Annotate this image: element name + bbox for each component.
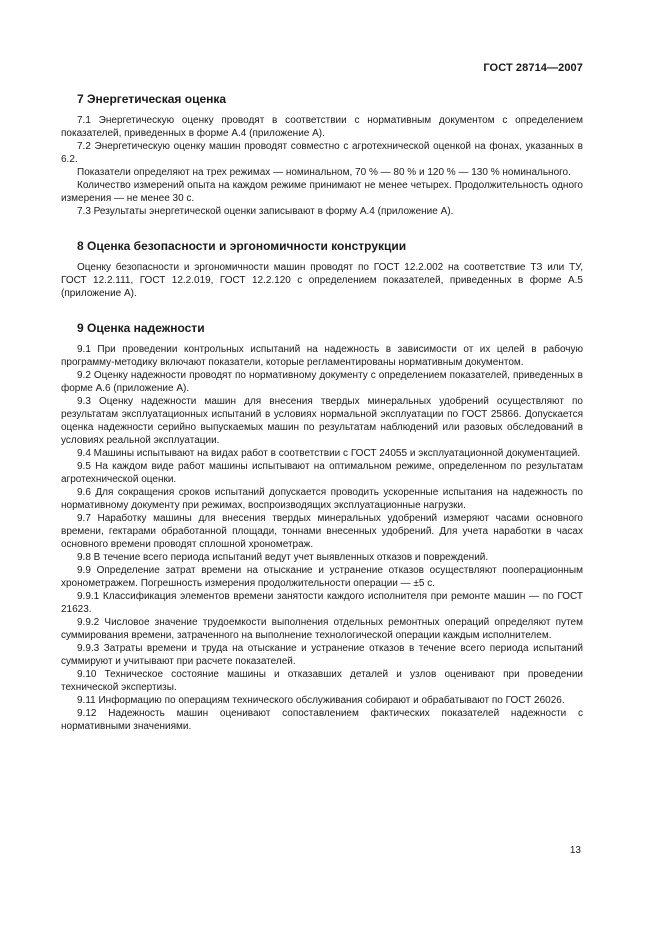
paragraph: Количество измерений опыта на каждом режиме принимают не менее четырех. Продолжительность одного измерения — не менее 30 с. — [61, 180, 583, 204]
paragraph: 9.4 Машины испытывают на видах работ в соответствии с ГОСТ 24055 и эксплуатационной документацией. — [77, 448, 581, 459]
section-9-title: 9 Оценка надежности — [77, 321, 205, 335]
paragraph: 9.12 Надежность машин оценивают сопоставлением фактических показателей надежности с нормативными значениями. — [61, 708, 583, 732]
paragraph: 9.8 В течение всего периода испытаний ведут учет выявленных отказов и повреждений. — [77, 552, 489, 563]
paragraph: 9.7 Наработку машины для внесения твердых минеральных удобрений измеряют часами основного времени, гектарами обработанной площади, тоннами внесенных удобрений. Для учета наработки в часах основного времени проводят сплошной хронометраж. — [61, 513, 583, 550]
section-7-title: 7 Энергетическая оценка — [77, 92, 227, 106]
paragraph: 7.1 Энергетическую оценку проводят в соответствии с нормативным документом с определением показателей, приведенных в форме А.4 (приложение А). — [61, 115, 583, 139]
page-number: 13 — [569, 845, 581, 856]
page-content — [61, 91, 583, 733]
section-9-body — [61, 343, 583, 733]
paragraph: Оценку безопасности и эргономичности машин проводят по ГОСТ 12.2.002 на соответствие ТЗ или ТУ, ГОСТ 12.2.111, ГОСТ 12.2.019, ГОСТ 12.2.120 с определением показателей, приведенных в форме А.5 (приложение А). — [61, 262, 583, 299]
section-8-title: 8 Оценка безопасности и эргономичности конструкции — [77, 239, 407, 253]
paragraph: 9.9 Определение затрат времени на отыскание и устранение отказов осуществляют пооперационным хронометражем. Погрешность измерения продолжительности операции — ±5 с. — [61, 565, 583, 589]
paragraph: 9.9.2 Числовое значение трудоемкости выполнения отдельных ремонтных операций определяют путем суммирования времени, затраченного на выполнение технологической операции каждым исполнителем. — [61, 617, 583, 641]
paragraph: 7.3 Результаты энергетической оценки записывают в форму А.4 (приложение А). — [77, 206, 454, 217]
section-8-body — [61, 261, 583, 300]
section-7-body — [61, 114, 583, 218]
paragraph: 9.9.1 Классификация элементов времени занятости каждого исполнителя при ремонте машин — по ГОСТ 21623. — [61, 591, 583, 615]
paragraph: 9.2 Оценку надежности проводят по нормативному документу с определением показателей, приведенных в форме А.6 (приложение А). — [61, 370, 583, 394]
paragraph: 7.2 Энергетическую оценку машин проводят совместно с агротехнической оценкой на фонах, указанных в 6.2. — [61, 141, 583, 165]
paragraph: 9.5 На каждом виде работ машины испытывают на оптимальном режиме, определенном по результатам агротехнической оценки. — [61, 461, 583, 485]
paragraph: 9.6 Для сокращения сроков испытаний допускается проводить ускоренные испытания на надежность по нормативному документу при режимах, воспроизводящих эксплуатационные нагрузки. — [61, 487, 583, 511]
paragraph: 9.1 При проведении контрольных испытаний на надежность в зависимости от их целей в рабочую программу-методику включают показатели, которые регламентированы нормативным документом. — [61, 344, 583, 368]
paragraph: 9.3 Оценку надежности машин для внесения твердых минеральных удобрений осуществляют по результатам эксплуатационных испытаний в условиях нормальной эксплуатации по ГОСТ 25866. Допускается оценка надежности серийно выпускаемых машин по результатам наблюдений или разовых обследований в условиях реальной эксплуатации. — [61, 396, 583, 446]
paragraph: 9.10 Техническое состояние машины и отказавших деталей и узлов оценивают при проведении технической экспертизы. — [61, 669, 583, 693]
paragraph: 9.9.3 Затраты времени и труда на отыскание и устранение отказов в течение всего периода испытаний суммируют и учитывают при расчете показателей. — [61, 643, 583, 667]
document-id: ГОСТ 28714—2007 — [483, 62, 583, 74]
paragraph: 9.11 Информацию по операциям технического обслуживания собирают и обрабатывают по ГОСТ 26026. — [77, 695, 565, 706]
paragraph: Показатели определяют на трех режимах — номинальном, 70 % — 80 % и 120 % — 130 % номинального. — [77, 167, 571, 178]
